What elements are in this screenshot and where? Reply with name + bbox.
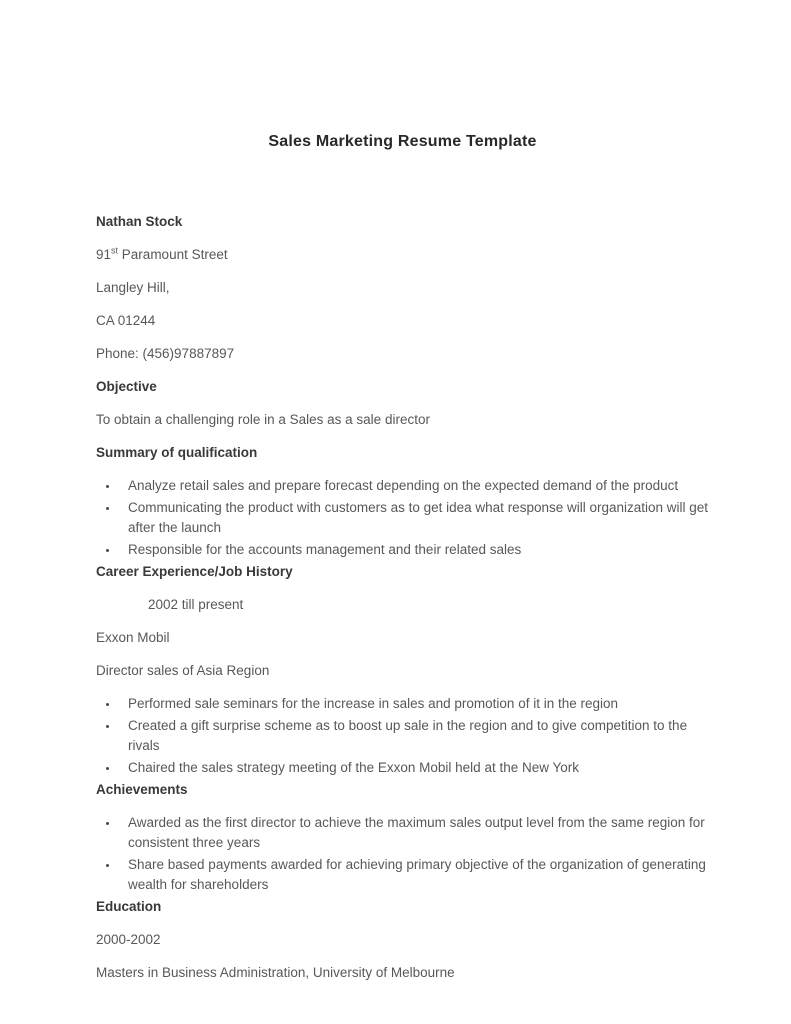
objective-heading: Objective [96,379,157,394]
list-item: • Communicating the product with customers as to get idea what response will organization will get after the launch [119,498,709,538]
list-item: • Performed sale seminars for the increase in sales and promotion of it in the region [119,694,709,714]
summary-section [96,443,709,560]
summary-bullet-list [96,476,709,560]
street-name: Paramount Street [118,247,228,262]
achievements-section [96,780,709,895]
list-item: • Created a gift surprise scheme as to boost up sale in the region and to give competition to the rivals [119,716,709,756]
career-company: Exxon Mobil [96,630,170,645]
achievements-heading: Achievements [96,782,188,797]
list-item: • Chaired the sales strategy meeting of the Exxon Mobil held at the New York [119,758,709,778]
career-role: Director sales of Asia Region [96,663,270,678]
ordinal-suffix: st [111,245,119,256]
career-heading: Career Experience/Job History [96,564,293,579]
address-line-state-zip: CA 01244 [96,313,156,328]
address-line-street [96,245,709,265]
address-line-city: Langley Hill, [96,280,170,295]
list-item: • Analyze retail sales and prepare forecast depending on the expected demand of the product [119,476,709,496]
street-number: 91 [96,247,112,262]
candidate-name: Nathan Stock [96,214,183,229]
education-section [96,897,709,983]
objective-text: To obtain a challenging role in a Sales as a sale director [96,412,430,427]
list-item: • Awarded as the first director to achieve the maximum sales output level from the same region for consistent three years [119,813,709,853]
summary-heading: Summary of qualification [96,445,258,460]
objective-section [96,377,709,430]
list-item: • Responsible for the accounts management and their related sales [119,540,709,560]
education-degree: Masters in Business Administration, University of Melbourne [96,965,455,980]
achievements-bullet-list [96,813,709,895]
education-period: 2000-2002 [96,932,161,947]
career-section [96,562,709,778]
document-title: Sales Marketing Resume Template [268,133,537,150]
phone-line: Phone: (456)97887897 [96,346,235,361]
education-heading: Education [96,899,162,914]
career-period: 2002 till present [148,597,244,612]
list-item: • Share based payments awarded for achieving primary objective of the organization of generating wealth for shareholders [119,855,709,895]
career-bullet-list [96,694,709,778]
contact-section [96,212,709,364]
